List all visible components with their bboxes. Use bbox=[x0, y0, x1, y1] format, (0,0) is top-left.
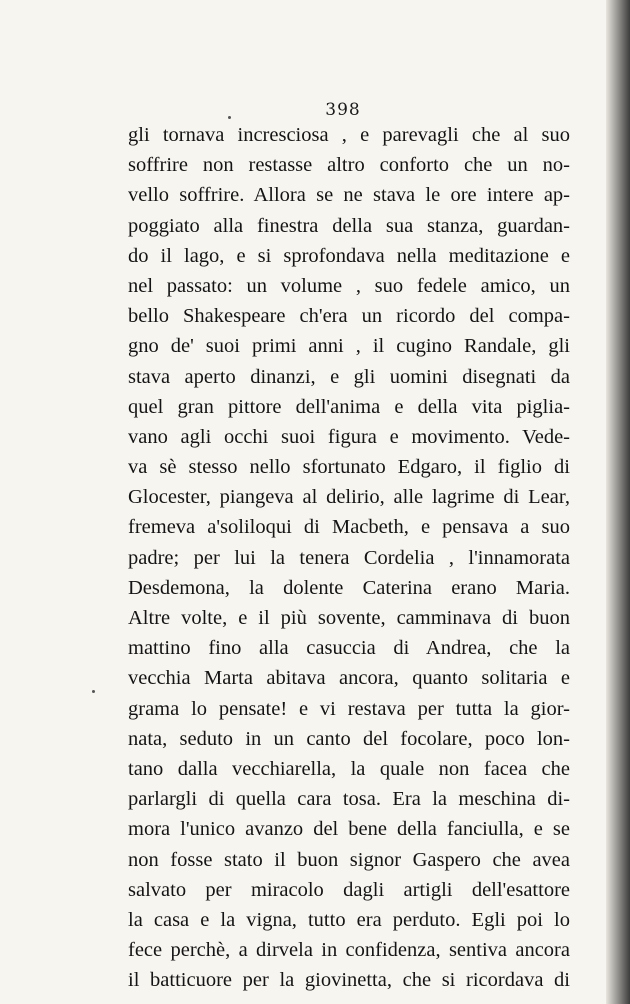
text-line: Glocester, piangeva al delirio, alle lagrime di Lear, bbox=[128, 486, 570, 509]
text-line: padre; per lui la tenera Cordelia , l'innamorata bbox=[128, 546, 570, 569]
scan-speck bbox=[92, 690, 95, 693]
text-line: mora l'unico avanzo del bene della fanciulla, e se bbox=[128, 818, 570, 841]
text-line: tano dalla vecchiarella, la quale non facea che bbox=[128, 757, 570, 780]
text-line: salvato per miracolo dagli artigli dell'esattore bbox=[128, 878, 570, 901]
text-line: poggiato alla finestra della sua stanza, guardan- bbox=[128, 214, 570, 237]
text-line: quel gran pittore dell'anima e della vita piglia- bbox=[128, 395, 570, 418]
text-line: gno de' suoi primi anni , il cugino Randale, gli bbox=[128, 335, 570, 358]
body-text bbox=[128, 120, 570, 995]
text-line: vello soffrire. Allora se ne stava le ore intere ap- bbox=[128, 184, 570, 207]
text-line: do il lago, e si sprofondava nella meditazione e bbox=[128, 244, 570, 267]
text-line: stava aperto dinanzi, e gli uomini disegnati da bbox=[128, 365, 570, 388]
text-line: il batticuore per la giovinetta, che si ricordava di bbox=[128, 969, 570, 992]
text-line: mattino fino alla casuccia di Andrea, che la bbox=[128, 637, 570, 660]
book-gutter-shadow bbox=[606, 0, 630, 1004]
text-line: parlargli di quella cara tosa. Era la meschina di- bbox=[128, 788, 570, 811]
text-line: fremeva a'soliloqui di Macbeth, e pensava a suo bbox=[128, 516, 570, 539]
text-line: vano agli occhi suoi figura e movimento. Vede- bbox=[128, 425, 570, 448]
text-line: nel passato: un volume , suo fedele amico, un bbox=[128, 274, 570, 297]
text-line: Altre volte, e il più sovente, camminava di buon bbox=[128, 607, 570, 629]
page-number: 398 bbox=[325, 100, 361, 120]
text-line: la casa e la vigna, tutto era perduto. Egli poi lo bbox=[128, 908, 570, 931]
text-line: bello Shakespeare ch'era un ricordo del compa- bbox=[128, 305, 570, 328]
text-line: fece perchè, a dirvela in confidenza, sentiva ancora bbox=[128, 939, 570, 962]
scan-speck bbox=[228, 116, 231, 119]
text-line: va sè stesso nello sfortunato Edgaro, il figlio di bbox=[128, 456, 570, 479]
text-line: vecchia Marta abitava ancora, quanto solitaria e bbox=[128, 667, 570, 690]
text-line: soffrire non restasse altro conforto che un no- bbox=[128, 154, 570, 177]
text-line: Desdemona, la dolente Caterina erano Maria. bbox=[128, 576, 570, 599]
text-line: gli tornava incresciosa , e parevagli che al suo bbox=[128, 124, 570, 146]
text-line: non fosse stato il buon signor Gaspero che avea bbox=[128, 848, 570, 871]
text-line: nata, seduto in un canto del focolare, poco lon- bbox=[128, 727, 570, 750]
text-line: grama lo pensate! e vi restava per tutta la gior- bbox=[128, 697, 570, 720]
